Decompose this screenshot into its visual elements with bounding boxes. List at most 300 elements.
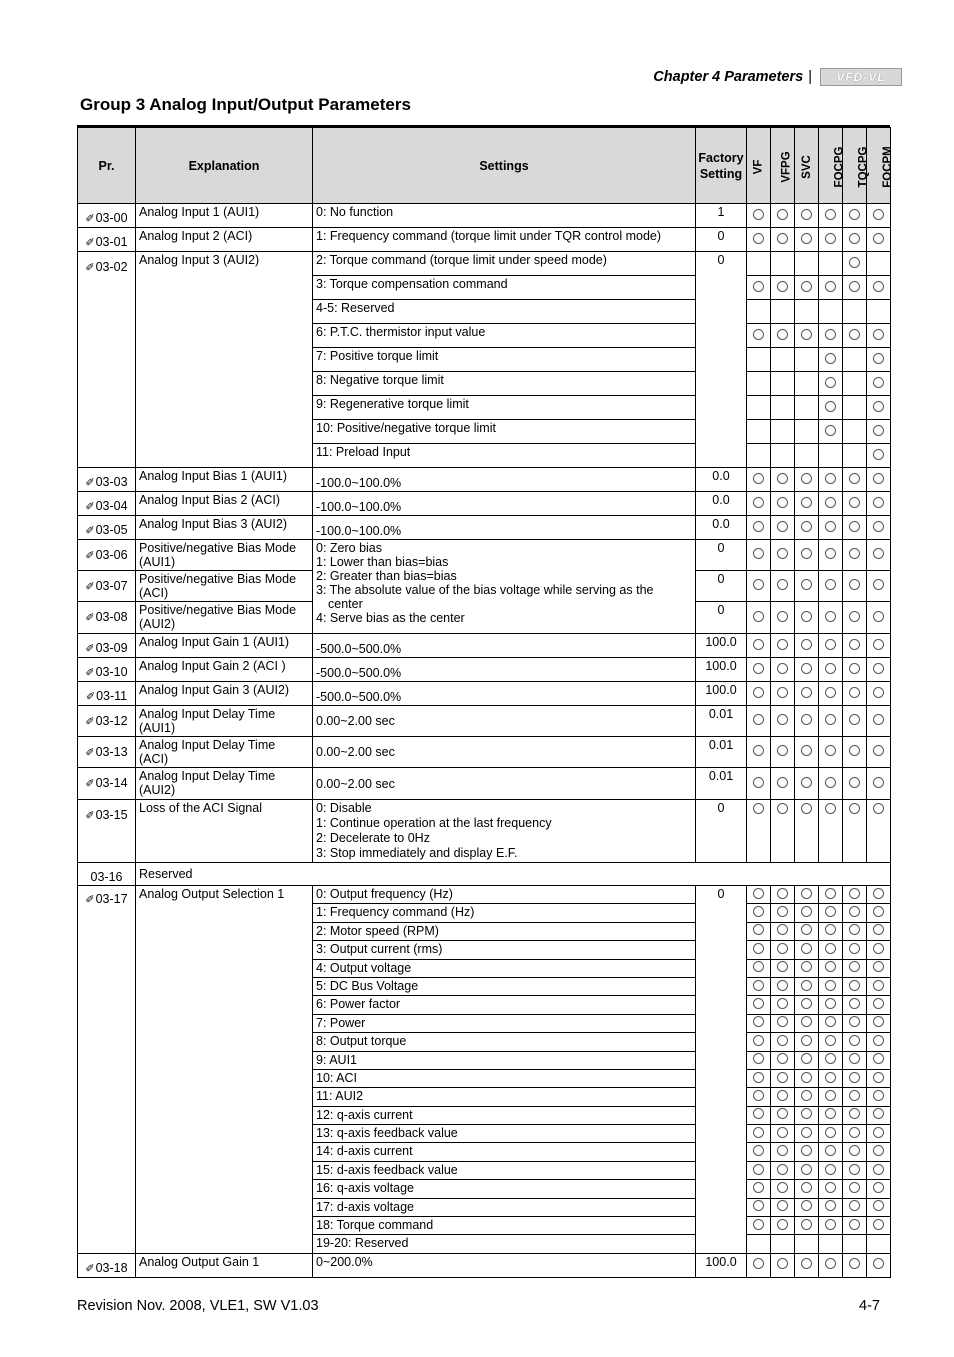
header-label: VF — [752, 159, 765, 174]
applicable-circle-icon — [849, 548, 860, 559]
table-cell: 0.0 — [696, 492, 747, 516]
table-cell — [795, 1217, 819, 1235]
applicable-circle-icon — [801, 980, 812, 991]
applicable-circle-icon — [801, 1108, 812, 1119]
table-cell — [843, 492, 867, 516]
table-cell — [747, 1106, 771, 1124]
table-cell — [795, 1125, 819, 1143]
table-cell — [819, 922, 843, 940]
table-cell — [78, 682, 136, 706]
cell-text: 03-17 — [95, 892, 128, 906]
table-cell: 11: Preload Input — [313, 444, 696, 468]
applicable-circle-icon — [801, 521, 812, 532]
table-cell — [747, 1069, 771, 1087]
applicable-circle-icon — [777, 329, 788, 340]
table-cell — [771, 516, 795, 540]
col-tqcpg — [843, 128, 870, 204]
table-cell — [843, 737, 867, 768]
applicable-circle-icon — [777, 1127, 788, 1138]
applicable-circle-icon — [825, 1145, 836, 1156]
applicable-circle-icon — [753, 548, 764, 559]
header-label: Factory — [698, 150, 744, 165]
table-cell: 19-20: Reserved — [313, 1235, 696, 1253]
applicable-circle-icon — [849, 1035, 860, 1046]
cell-text: center — [328, 597, 363, 611]
table-cell — [843, 252, 867, 276]
table-cell: Reserved — [136, 863, 891, 886]
applicable-circle-icon — [825, 943, 836, 954]
table-cell — [747, 1253, 771, 1277]
table-cell — [771, 540, 795, 571]
table-cell — [747, 941, 771, 959]
table-cell — [867, 1069, 891, 1087]
table-cell — [795, 977, 819, 995]
table-cell — [819, 396, 843, 420]
table-cell — [795, 737, 819, 768]
table-cell: 7: Power — [313, 1014, 696, 1032]
table-cell — [795, 941, 819, 959]
table-cell: 0.00~2.00 sec — [313, 706, 696, 737]
applicable-circle-icon — [801, 1072, 812, 1083]
table-cell — [819, 768, 843, 800]
applicable-circle-icon — [777, 1035, 788, 1046]
table-cell — [867, 204, 891, 228]
applicable-circle-icon — [873, 377, 884, 388]
applicable-circle-icon — [801, 329, 812, 340]
cell-text: 03-09 — [95, 641, 128, 655]
header-label: FOCPM — [881, 145, 894, 188]
table-cell: 6: P.T.C. thermistor input value — [313, 324, 696, 348]
table-cell — [795, 634, 819, 658]
table-cell — [795, 276, 819, 300]
table-cell: 10: Positive/negative torque limit — [313, 420, 696, 444]
cell-text: 0: Disable — [316, 801, 372, 815]
table-cell: 0.0 — [696, 468, 747, 492]
table-cell — [843, 444, 867, 468]
applicable-circle-icon — [801, 687, 812, 698]
table-cell — [867, 904, 891, 922]
table-cell: Analog Input Bias 2 (ACI) — [136, 492, 313, 516]
table-cell — [747, 1161, 771, 1179]
table-cell — [771, 602, 795, 634]
cell-text: (ACI) — [139, 586, 169, 600]
table-cell — [819, 706, 843, 737]
applicable-circle-icon — [825, 777, 836, 788]
table-cell — [795, 372, 819, 396]
applicable-circle-icon — [777, 714, 788, 725]
table-cell — [795, 348, 819, 372]
applicable-circle-icon — [825, 1200, 836, 1211]
applicable-circle-icon — [777, 281, 788, 292]
table-row — [78, 768, 891, 800]
table-cell — [771, 1051, 795, 1069]
table-cell: 100.0 — [696, 634, 747, 658]
table-cell — [819, 1161, 843, 1179]
table-cell — [747, 348, 771, 372]
table-cell — [747, 420, 771, 444]
applicable-circle-icon — [825, 473, 836, 484]
table-cell — [795, 996, 819, 1014]
applicable-circle-icon — [777, 473, 788, 484]
applicable-circle-icon — [849, 521, 860, 532]
applicable-circle-icon — [753, 906, 764, 917]
table-cell: 0.01 — [696, 768, 747, 800]
cell-text: (AUI1) — [139, 555, 176, 569]
applicable-circle-icon — [873, 1090, 884, 1101]
table-cell — [795, 300, 819, 324]
applicable-circle-icon — [801, 1090, 812, 1101]
table-cell — [771, 886, 795, 904]
col-explanation: Explanation — [136, 128, 313, 204]
table-cell — [771, 658, 795, 682]
table-cell — [819, 276, 843, 300]
applicable-circle-icon — [777, 906, 788, 917]
applicable-circle-icon — [873, 714, 884, 725]
table-row — [78, 682, 891, 706]
applicable-circle-icon — [873, 777, 884, 788]
applicable-circle-icon — [777, 611, 788, 622]
table-cell: Analog Input 3 (AUI2) — [136, 252, 313, 468]
table-row — [78, 800, 891, 863]
cell-text: 03-04 — [95, 499, 128, 513]
pen-icon: ✐ — [85, 1262, 95, 1275]
table-cell — [771, 300, 795, 324]
table-cell — [819, 468, 843, 492]
applicable-circle-icon — [825, 639, 836, 650]
table-cell — [795, 1235, 819, 1253]
table-cell — [867, 1125, 891, 1143]
table-cell — [795, 658, 819, 682]
table-cell: 100.0 — [696, 1253, 747, 1277]
table-cell — [747, 904, 771, 922]
table-cell — [819, 996, 843, 1014]
applicable-circle-icon — [825, 611, 836, 622]
table-cell: 15: d-axis feedback value — [313, 1161, 696, 1179]
applicable-circle-icon — [753, 329, 764, 340]
applicable-circle-icon — [801, 714, 812, 725]
table-cell — [313, 800, 696, 863]
applicable-circle-icon — [825, 548, 836, 559]
table-cell: 17: d-axis voltage — [313, 1198, 696, 1216]
applicable-circle-icon — [753, 579, 764, 590]
applicable-circle-icon — [753, 1016, 764, 1027]
table-cell — [867, 571, 891, 602]
applicable-circle-icon — [777, 1182, 788, 1193]
table-cell — [771, 420, 795, 444]
applicable-circle-icon — [849, 611, 860, 622]
table-cell — [771, 1253, 795, 1277]
table-cell — [867, 922, 891, 940]
table-cell: Analog Input 2 (ACI) — [136, 228, 313, 252]
table-cell — [843, 1235, 867, 1253]
applicable-circle-icon — [753, 639, 764, 650]
applicable-circle-icon — [777, 777, 788, 788]
applicable-circle-icon — [873, 639, 884, 650]
applicable-circle-icon — [825, 521, 836, 532]
applicable-circle-icon — [873, 209, 884, 220]
table-cell — [313, 540, 696, 634]
table-cell — [747, 300, 771, 324]
table-cell — [843, 228, 867, 252]
table-cell — [771, 1125, 795, 1143]
table-cell: Analog Input Gain 2 (ACI ) — [136, 658, 313, 682]
applicable-circle-icon — [849, 1145, 860, 1156]
table-cell — [747, 252, 771, 276]
table-row — [78, 737, 891, 768]
table-cell — [747, 922, 771, 940]
table-cell — [843, 396, 867, 420]
applicable-circle-icon — [753, 777, 764, 788]
applicable-circle-icon — [753, 1127, 764, 1138]
table-cell: 0 — [696, 602, 747, 634]
applicable-circle-icon — [777, 803, 788, 814]
table-cell — [747, 1088, 771, 1106]
table-cell — [771, 977, 795, 995]
applicable-circle-icon — [849, 1016, 860, 1027]
applicable-circle-icon — [849, 1200, 860, 1211]
pen-icon: ✐ — [85, 778, 95, 790]
cell-text: (AUI2) — [139, 617, 176, 631]
cell-text: 1: Continue operation at the last frequency — [316, 816, 552, 830]
applicable-circle-icon — [753, 473, 764, 484]
applicable-circle-icon — [849, 663, 860, 674]
table-cell — [747, 602, 771, 634]
table-cell — [771, 492, 795, 516]
cell-text: 03-07 — [95, 578, 128, 593]
applicable-circle-icon — [873, 1145, 884, 1156]
table-cell — [78, 228, 136, 252]
table-cell — [795, 1014, 819, 1032]
table-cell — [795, 444, 819, 468]
table-cell — [771, 959, 795, 977]
applicable-circle-icon — [777, 663, 788, 674]
table-cell — [843, 634, 867, 658]
applicable-circle-icon — [849, 714, 860, 725]
table-cell — [771, 396, 795, 420]
table-cell — [771, 1217, 795, 1235]
applicable-circle-icon — [825, 745, 836, 756]
table-cell — [867, 516, 891, 540]
applicable-circle-icon — [873, 687, 884, 698]
table-cell — [747, 800, 771, 863]
applicable-circle-icon — [753, 924, 764, 935]
applicable-circle-icon — [825, 687, 836, 698]
table-cell — [78, 468, 136, 492]
applicable-circle-icon — [777, 1072, 788, 1083]
applicable-circle-icon — [825, 401, 836, 412]
col-vf — [747, 128, 771, 204]
table-cell — [795, 204, 819, 228]
table-cell — [843, 1014, 867, 1032]
table-cell — [771, 571, 795, 602]
table-cell — [771, 706, 795, 737]
table-cell — [78, 800, 136, 863]
table-cell — [795, 922, 819, 940]
cell-text: 03-13 — [95, 744, 128, 759]
table-cell — [771, 1198, 795, 1216]
applicable-circle-icon — [801, 1053, 812, 1064]
applicable-circle-icon — [873, 281, 884, 292]
applicable-circle-icon — [849, 924, 860, 935]
applicable-circle-icon — [753, 521, 764, 532]
table-cell — [747, 492, 771, 516]
table-row — [78, 1253, 891, 1277]
table-cell — [747, 1033, 771, 1051]
cell-text: Positive/negative Bias Mode — [139, 572, 297, 586]
table-cell — [771, 228, 795, 252]
table-cell — [843, 300, 867, 324]
table-cell — [819, 1143, 843, 1161]
applicable-circle-icon — [849, 998, 860, 1009]
table-cell — [843, 1051, 867, 1069]
applicable-circle-icon — [777, 1219, 788, 1230]
table-cell — [867, 300, 891, 324]
applicable-circle-icon — [801, 1200, 812, 1211]
table-cell — [867, 768, 891, 800]
applicable-circle-icon — [825, 1182, 836, 1193]
cell-text: 2: Greater than bias=bias — [316, 569, 457, 583]
applicable-circle-icon — [873, 329, 884, 340]
table-cell — [771, 800, 795, 863]
applicable-circle-icon — [753, 1219, 764, 1230]
table-cell — [771, 1106, 795, 1124]
table-cell — [795, 1033, 819, 1051]
applicable-circle-icon — [753, 1164, 764, 1175]
table-cell — [819, 634, 843, 658]
applicable-circle-icon — [873, 611, 884, 622]
table-cell: 7: Positive torque limit — [313, 348, 696, 372]
table-row — [78, 706, 891, 737]
applicable-circle-icon — [849, 329, 860, 340]
table-cell — [819, 1014, 843, 1032]
table-cell — [819, 540, 843, 571]
table-cell: 0.01 — [696, 706, 747, 737]
table-cell — [843, 204, 867, 228]
applicable-circle-icon — [777, 548, 788, 559]
col-focpg — [819, 128, 846, 204]
table-cell — [795, 396, 819, 420]
applicable-circle-icon — [873, 353, 884, 364]
table-cell — [867, 468, 891, 492]
applicable-circle-icon — [873, 233, 884, 244]
applicable-circle-icon — [777, 980, 788, 991]
table-cell: 03-16 — [78, 863, 136, 886]
applicable-circle-icon — [825, 209, 836, 220]
cell-text: 2: Decelerate to 0Hz — [316, 831, 430, 845]
table-cell — [747, 444, 771, 468]
cell-text: (ACI) — [139, 752, 169, 766]
table-cell — [867, 737, 891, 768]
table-cell — [819, 1033, 843, 1051]
applicable-circle-icon — [753, 961, 764, 972]
applicable-circle-icon — [753, 281, 764, 292]
table-cell: 0 — [696, 571, 747, 602]
applicable-circle-icon — [825, 233, 836, 244]
applicable-circle-icon — [753, 980, 764, 991]
table-cell — [771, 737, 795, 768]
table-cell: 4: Output voltage — [313, 959, 696, 977]
table-cell — [843, 1033, 867, 1051]
applicable-circle-icon — [801, 745, 812, 756]
table-cell — [771, 1180, 795, 1198]
table-cell — [78, 602, 136, 634]
table-cell — [819, 516, 843, 540]
table-cell — [843, 1088, 867, 1106]
applicable-circle-icon — [777, 497, 788, 508]
applicable-circle-icon — [801, 998, 812, 1009]
table-cell — [867, 1014, 891, 1032]
table-cell — [747, 658, 771, 682]
table-cell — [771, 1235, 795, 1253]
table-cell — [747, 682, 771, 706]
cell-text: 03-18 — [95, 1260, 128, 1275]
table-cell — [771, 1143, 795, 1161]
applicable-circle-icon — [777, 1090, 788, 1101]
applicable-circle-icon — [873, 1219, 884, 1230]
table-cell — [843, 571, 867, 602]
table-row — [78, 634, 891, 658]
table-cell — [819, 1106, 843, 1124]
table-cell — [843, 800, 867, 863]
cell-text: 03-03 — [95, 475, 128, 489]
table-cell — [843, 324, 867, 348]
table-cell: 9: Regenerative torque limit — [313, 396, 696, 420]
cell-text: 03-15 — [95, 808, 128, 822]
table-cell — [867, 977, 891, 995]
table-cell — [795, 1180, 819, 1198]
applicable-circle-icon — [801, 924, 812, 935]
applicable-circle-icon — [849, 803, 860, 814]
cell-text: Positive/negative Bias Mode — [139, 541, 297, 555]
table-cell: 3: Output current (rms) — [313, 941, 696, 959]
applicable-circle-icon — [825, 329, 836, 340]
table-cell: 0 — [696, 540, 747, 571]
table-cell — [819, 571, 843, 602]
table-cell — [819, 1088, 843, 1106]
table-cell — [747, 1143, 771, 1161]
table-cell — [747, 1198, 771, 1216]
table-cell: 18: Torque command — [313, 1217, 696, 1235]
applicable-circle-icon — [753, 888, 764, 899]
table-cell — [771, 941, 795, 959]
table-cell — [747, 468, 771, 492]
table-cell: 2: Torque command (torque limit under speed mode) — [313, 252, 696, 276]
table-cell — [795, 886, 819, 904]
table-cell — [78, 768, 136, 800]
applicable-circle-icon — [825, 353, 836, 364]
table-cell — [819, 886, 843, 904]
table-cell: 0~200.0% — [313, 1253, 696, 1277]
table-cell — [78, 540, 136, 571]
cell-text: 3: The absolute value of the bias voltage while serving as the — [316, 583, 654, 597]
table-cell: Analog Input Gain 3 (AUI2) — [136, 682, 313, 706]
table-cell — [819, 492, 843, 516]
table-cell — [136, 737, 313, 768]
table-cell — [819, 324, 843, 348]
table-cell: -500.0~500.0% — [313, 658, 696, 682]
table-cell — [819, 737, 843, 768]
table-cell: 16: q-axis voltage — [313, 1180, 696, 1198]
table-row — [78, 863, 891, 886]
table-cell — [867, 1161, 891, 1179]
table-cell — [78, 634, 136, 658]
table-cell: -100.0~100.0% — [313, 516, 696, 540]
table-cell: 0 — [696, 886, 747, 1254]
pen-icon: ✐ — [85, 810, 95, 822]
applicable-circle-icon — [873, 1258, 884, 1269]
table-cell — [867, 276, 891, 300]
col-svc — [795, 128, 819, 204]
